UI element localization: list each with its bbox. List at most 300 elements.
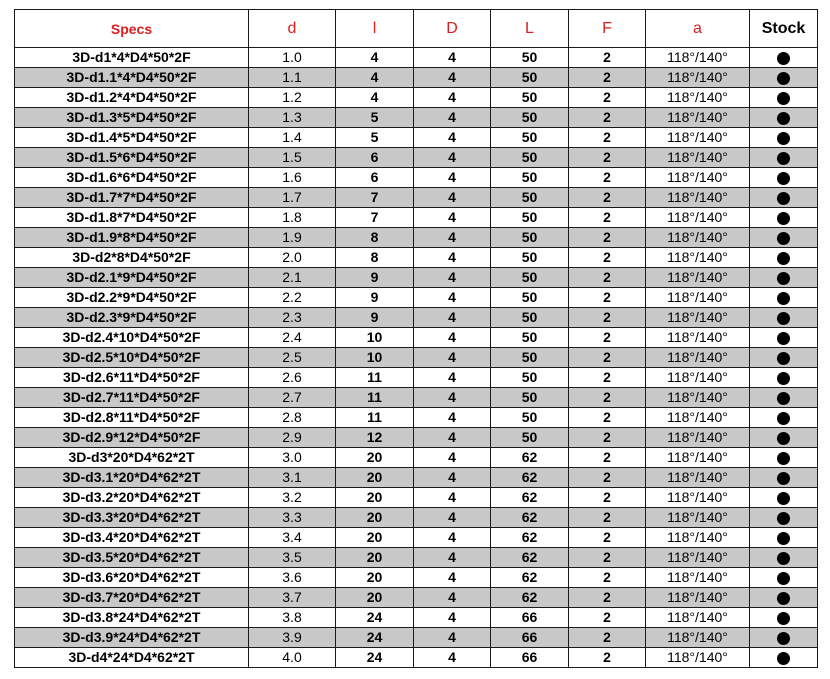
cell-l: 9 <box>336 268 414 288</box>
cell-f: 2 <box>569 528 646 548</box>
cell-l: 4 <box>336 68 414 88</box>
cell-d-shank: 4 <box>414 48 491 68</box>
cell-l-overall: 62 <box>491 548 569 568</box>
cell-d-shank: 4 <box>414 168 491 188</box>
cell-l: 20 <box>336 468 414 488</box>
cell-d-shank: 4 <box>414 508 491 528</box>
cell-l: 10 <box>336 328 414 348</box>
header-l: l <box>336 10 414 48</box>
cell-d: 1.6 <box>249 168 336 188</box>
cell-l: 24 <box>336 608 414 628</box>
table-row <box>15 488 818 508</box>
cell-a: 118°/140° <box>646 228 750 248</box>
in-stock-dot-icon <box>777 212 790 225</box>
cell-f: 2 <box>569 548 646 568</box>
cell-a: 118°/140° <box>646 188 750 208</box>
cell-d: 3.3 <box>249 508 336 528</box>
cell-l-overall: 62 <box>491 508 569 528</box>
cell-stock <box>750 68 818 88</box>
cell-f: 2 <box>569 108 646 128</box>
cell-stock <box>750 128 818 148</box>
cell-stock <box>750 88 818 108</box>
table-row <box>15 388 818 408</box>
table-row <box>15 588 818 608</box>
cell-l: 20 <box>336 568 414 588</box>
cell-l-overall: 62 <box>491 468 569 488</box>
in-stock-dot-icon <box>777 372 790 385</box>
table-row <box>15 568 818 588</box>
cell-d: 3.6 <box>249 568 336 588</box>
cell-f: 2 <box>569 588 646 608</box>
cell-l: 6 <box>336 168 414 188</box>
cell-stock <box>750 468 818 488</box>
cell-f: 2 <box>569 248 646 268</box>
in-stock-dot-icon <box>777 292 790 305</box>
cell-stock <box>750 548 818 568</box>
table-row <box>15 88 818 108</box>
cell-l: 20 <box>336 528 414 548</box>
table-row <box>15 448 818 468</box>
cell-d-shank: 4 <box>414 408 491 428</box>
cell-f: 2 <box>569 148 646 168</box>
cell-a: 118°/140° <box>646 348 750 368</box>
cell-l-overall: 66 <box>491 628 569 648</box>
cell-d: 3.8 <box>249 608 336 628</box>
cell-l-overall: 50 <box>491 128 569 148</box>
cell-d: 3.0 <box>249 448 336 468</box>
cell-f: 2 <box>569 608 646 628</box>
in-stock-dot-icon <box>777 192 790 205</box>
table-row <box>15 188 818 208</box>
cell-specs: 3D-d3.2*20*D4*62*2T <box>15 488 249 508</box>
cell-f: 2 <box>569 508 646 528</box>
cell-l-overall: 50 <box>491 48 569 68</box>
in-stock-dot-icon <box>777 452 790 465</box>
cell-d: 4.0 <box>249 648 336 668</box>
cell-a: 118°/140° <box>646 248 750 268</box>
cell-d: 2.4 <box>249 328 336 348</box>
cell-a: 118°/140° <box>646 68 750 88</box>
cell-a: 118°/140° <box>646 48 750 68</box>
cell-l: 9 <box>336 308 414 328</box>
cell-a: 118°/140° <box>646 428 750 448</box>
cell-d: 3.9 <box>249 628 336 648</box>
table-row <box>15 528 818 548</box>
cell-specs: 3D-d1.8*7*D4*50*2F <box>15 208 249 228</box>
header-D: D <box>414 10 491 48</box>
cell-l-overall: 62 <box>491 568 569 588</box>
cell-f: 2 <box>569 348 646 368</box>
cell-f: 2 <box>569 68 646 88</box>
cell-d-shank: 4 <box>414 148 491 168</box>
header-L: L <box>491 10 569 48</box>
table-row <box>15 168 818 188</box>
table-row <box>15 348 818 368</box>
cell-l: 20 <box>336 508 414 528</box>
cell-f: 2 <box>569 288 646 308</box>
table-row <box>15 608 818 628</box>
cell-f: 2 <box>569 628 646 648</box>
cell-l: 4 <box>336 88 414 108</box>
cell-a: 118°/140° <box>646 608 750 628</box>
cell-a: 118°/140° <box>646 448 750 468</box>
in-stock-dot-icon <box>777 612 790 625</box>
in-stock-dot-icon <box>777 512 790 525</box>
cell-d-shank: 4 <box>414 468 491 488</box>
in-stock-dot-icon <box>777 312 790 325</box>
cell-specs: 3D-d2.7*11*D4*50*2F <box>15 388 249 408</box>
cell-a: 118°/140° <box>646 308 750 328</box>
cell-a: 118°/140° <box>646 628 750 648</box>
cell-specs: 3D-d3.6*20*D4*62*2T <box>15 568 249 588</box>
cell-a: 118°/140° <box>646 328 750 348</box>
cell-f: 2 <box>569 368 646 388</box>
cell-stock <box>750 528 818 548</box>
cell-d: 2.6 <box>249 368 336 388</box>
cell-l-overall: 50 <box>491 248 569 268</box>
cell-d-shank: 4 <box>414 128 491 148</box>
cell-d: 1.5 <box>249 148 336 168</box>
cell-d: 2.8 <box>249 408 336 428</box>
cell-a: 118°/140° <box>646 128 750 148</box>
cell-stock <box>750 588 818 608</box>
table-body <box>15 48 818 668</box>
cell-specs: 3D-d2.4*10*D4*50*2F <box>15 328 249 348</box>
cell-d: 2.5 <box>249 348 336 368</box>
cell-l-overall: 62 <box>491 588 569 608</box>
cell-d-shank: 4 <box>414 108 491 128</box>
cell-specs: 3D-d1.2*4*D4*50*2F <box>15 88 249 108</box>
cell-f: 2 <box>569 568 646 588</box>
cell-d: 2.3 <box>249 308 336 328</box>
cell-a: 118°/140° <box>646 108 750 128</box>
in-stock-dot-icon <box>777 552 790 565</box>
cell-l-overall: 50 <box>491 428 569 448</box>
cell-l-overall: 50 <box>491 288 569 308</box>
cell-l: 20 <box>336 548 414 568</box>
cell-specs: 3D-d3.9*24*D4*62*2T <box>15 628 249 648</box>
cell-l-overall: 50 <box>491 368 569 388</box>
cell-l: 20 <box>336 448 414 468</box>
cell-l: 6 <box>336 148 414 168</box>
cell-stock <box>750 108 818 128</box>
cell-d-shank: 4 <box>414 588 491 608</box>
cell-f: 2 <box>569 388 646 408</box>
header-a: a <box>646 10 750 48</box>
cell-l: 20 <box>336 588 414 608</box>
cell-specs: 3D-d1*4*D4*50*2F <box>15 48 249 68</box>
cell-f: 2 <box>569 48 646 68</box>
cell-l: 9 <box>336 288 414 308</box>
cell-stock <box>750 48 818 68</box>
cell-stock <box>750 448 818 468</box>
cell-l-overall: 66 <box>491 648 569 668</box>
table-row <box>15 248 818 268</box>
in-stock-dot-icon <box>777 252 790 265</box>
cell-a: 118°/140° <box>646 208 750 228</box>
in-stock-dot-icon <box>777 632 790 645</box>
header-row <box>15 10 818 48</box>
cell-specs: 3D-d3.4*20*D4*62*2T <box>15 528 249 548</box>
cell-a: 118°/140° <box>646 168 750 188</box>
cell-f: 2 <box>569 428 646 448</box>
in-stock-dot-icon <box>777 332 790 345</box>
cell-a: 118°/140° <box>646 368 750 388</box>
cell-specs: 3D-d1.6*6*D4*50*2F <box>15 168 249 188</box>
in-stock-dot-icon <box>777 352 790 365</box>
cell-d-shank: 4 <box>414 68 491 88</box>
cell-a: 118°/140° <box>646 488 750 508</box>
in-stock-dot-icon <box>777 152 790 165</box>
in-stock-dot-icon <box>777 432 790 445</box>
cell-d-shank: 4 <box>414 388 491 408</box>
cell-a: 118°/140° <box>646 548 750 568</box>
cell-l: 20 <box>336 488 414 508</box>
in-stock-dot-icon <box>777 72 790 85</box>
cell-l: 11 <box>336 408 414 428</box>
in-stock-dot-icon <box>777 412 790 425</box>
cell-specs: 3D-d1.4*5*D4*50*2F <box>15 128 249 148</box>
cell-d-shank: 4 <box>414 88 491 108</box>
specs-table <box>14 9 818 668</box>
cell-l: 4 <box>336 48 414 68</box>
header-stock: Stock <box>750 10 818 48</box>
cell-d: 1.1 <box>249 68 336 88</box>
cell-specs: 3D-d1.7*7*D4*50*2F <box>15 188 249 208</box>
cell-l-overall: 50 <box>491 148 569 168</box>
cell-d: 1.2 <box>249 88 336 108</box>
cell-stock <box>750 628 818 648</box>
cell-stock <box>750 568 818 588</box>
cell-specs: 3D-d1.3*5*D4*50*2F <box>15 108 249 128</box>
in-stock-dot-icon <box>777 232 790 245</box>
table-row <box>15 308 818 328</box>
cell-stock <box>750 408 818 428</box>
cell-d: 1.4 <box>249 128 336 148</box>
cell-d-shank: 4 <box>414 568 491 588</box>
cell-l-overall: 66 <box>491 608 569 628</box>
cell-l-overall: 50 <box>491 188 569 208</box>
cell-a: 118°/140° <box>646 588 750 608</box>
table-row <box>15 508 818 528</box>
cell-f: 2 <box>569 88 646 108</box>
cell-l: 8 <box>336 248 414 268</box>
cell-d-shank: 4 <box>414 268 491 288</box>
in-stock-dot-icon <box>777 392 790 405</box>
cell-l-overall: 50 <box>491 88 569 108</box>
cell-d: 1.3 <box>249 108 336 128</box>
cell-specs: 3D-d1.9*8*D4*50*2F <box>15 228 249 248</box>
table-row <box>15 428 818 448</box>
cell-specs: 3D-d1.1*4*D4*50*2F <box>15 68 249 88</box>
cell-specs: 3D-d2.3*9*D4*50*2F <box>15 308 249 328</box>
cell-l-overall: 50 <box>491 348 569 368</box>
cell-d: 1.8 <box>249 208 336 228</box>
cell-f: 2 <box>569 328 646 348</box>
header-specs: Specs <box>15 10 249 48</box>
cell-l-overall: 50 <box>491 208 569 228</box>
in-stock-dot-icon <box>777 52 790 65</box>
cell-f: 2 <box>569 448 646 468</box>
cell-l: 24 <box>336 628 414 648</box>
cell-specs: 3D-d3.7*20*D4*62*2T <box>15 588 249 608</box>
in-stock-dot-icon <box>777 272 790 285</box>
cell-a: 118°/140° <box>646 288 750 308</box>
cell-f: 2 <box>569 268 646 288</box>
cell-d-shank: 4 <box>414 548 491 568</box>
cell-d-shank: 4 <box>414 488 491 508</box>
cell-specs: 3D-d3.5*20*D4*62*2T <box>15 548 249 568</box>
table-row <box>15 408 818 428</box>
cell-stock <box>750 368 818 388</box>
table-row <box>15 128 818 148</box>
cell-a: 118°/140° <box>646 148 750 168</box>
table-row <box>15 468 818 488</box>
in-stock-dot-icon <box>777 572 790 585</box>
cell-f: 2 <box>569 488 646 508</box>
cell-specs: 3D-d3.1*20*D4*62*2T <box>15 468 249 488</box>
cell-specs: 3D-d2.2*9*D4*50*2F <box>15 288 249 308</box>
cell-stock <box>750 608 818 628</box>
cell-stock <box>750 188 818 208</box>
cell-stock <box>750 388 818 408</box>
cell-d: 3.4 <box>249 528 336 548</box>
cell-d: 1.7 <box>249 188 336 208</box>
cell-stock <box>750 168 818 188</box>
table-row <box>15 68 818 88</box>
cell-f: 2 <box>569 468 646 488</box>
cell-l: 8 <box>336 228 414 248</box>
cell-l: 11 <box>336 388 414 408</box>
cell-stock <box>750 308 818 328</box>
cell-d-shank: 4 <box>414 648 491 668</box>
cell-d: 3.7 <box>249 588 336 608</box>
in-stock-dot-icon <box>777 112 790 125</box>
cell-l: 7 <box>336 208 414 228</box>
cell-d-shank: 4 <box>414 208 491 228</box>
cell-d-shank: 4 <box>414 448 491 468</box>
cell-d-shank: 4 <box>414 328 491 348</box>
cell-stock <box>750 488 818 508</box>
cell-l-overall: 50 <box>491 408 569 428</box>
cell-specs: 3D-d2.9*12*D4*50*2F <box>15 428 249 448</box>
table-row <box>15 628 818 648</box>
cell-specs: 3D-d1.5*6*D4*50*2F <box>15 148 249 168</box>
cell-a: 118°/140° <box>646 508 750 528</box>
cell-d-shank: 4 <box>414 308 491 328</box>
cell-f: 2 <box>569 648 646 668</box>
specs-table-container <box>14 9 818 668</box>
cell-l-overall: 50 <box>491 168 569 188</box>
cell-l-overall: 50 <box>491 108 569 128</box>
table-row <box>15 148 818 168</box>
cell-specs: 3D-d3.3*20*D4*62*2T <box>15 508 249 528</box>
table-row <box>15 648 818 668</box>
header-d: d <box>249 10 336 48</box>
cell-d: 1.9 <box>249 228 336 248</box>
cell-a: 118°/140° <box>646 468 750 488</box>
header-F: F <box>569 10 646 48</box>
cell-a: 118°/140° <box>646 268 750 288</box>
in-stock-dot-icon <box>777 592 790 605</box>
cell-stock <box>750 348 818 368</box>
cell-d: 2.0 <box>249 248 336 268</box>
in-stock-dot-icon <box>777 92 790 105</box>
cell-d-shank: 4 <box>414 228 491 248</box>
cell-l-overall: 50 <box>491 268 569 288</box>
cell-a: 118°/140° <box>646 88 750 108</box>
in-stock-dot-icon <box>777 132 790 145</box>
cell-specs: 3D-d2.6*11*D4*50*2F <box>15 368 249 388</box>
cell-specs: 3D-d3*20*D4*62*2T <box>15 448 249 468</box>
cell-stock <box>750 228 818 248</box>
table-row <box>15 48 818 68</box>
cell-l-overall: 50 <box>491 308 569 328</box>
cell-stock <box>750 428 818 448</box>
cell-d-shank: 4 <box>414 608 491 628</box>
cell-d-shank: 4 <box>414 248 491 268</box>
cell-d: 1.0 <box>249 48 336 68</box>
cell-a: 118°/140° <box>646 528 750 548</box>
cell-specs: 3D-d2.1*9*D4*50*2F <box>15 268 249 288</box>
cell-d: 3.5 <box>249 548 336 568</box>
cell-a: 118°/140° <box>646 648 750 668</box>
cell-l: 5 <box>336 108 414 128</box>
cell-l-overall: 62 <box>491 448 569 468</box>
cell-stock <box>750 148 818 168</box>
cell-l: 12 <box>336 428 414 448</box>
cell-f: 2 <box>569 228 646 248</box>
cell-d: 3.2 <box>249 488 336 508</box>
in-stock-dot-icon <box>777 652 790 665</box>
table-row <box>15 368 818 388</box>
cell-l-overall: 62 <box>491 488 569 508</box>
cell-stock <box>750 508 818 528</box>
cell-d: 2.2 <box>249 288 336 308</box>
cell-d: 2.9 <box>249 428 336 448</box>
cell-specs: 3D-d2.5*10*D4*50*2F <box>15 348 249 368</box>
cell-l: 24 <box>336 648 414 668</box>
in-stock-dot-icon <box>777 172 790 185</box>
table-row <box>15 268 818 288</box>
cell-l: 5 <box>336 128 414 148</box>
cell-d-shank: 4 <box>414 428 491 448</box>
cell-d-shank: 4 <box>414 368 491 388</box>
cell-d-shank: 4 <box>414 348 491 368</box>
cell-f: 2 <box>569 408 646 428</box>
cell-stock <box>750 268 818 288</box>
cell-d: 2.1 <box>249 268 336 288</box>
cell-f: 2 <box>569 308 646 328</box>
cell-d: 2.7 <box>249 388 336 408</box>
cell-stock <box>750 208 818 228</box>
cell-l-overall: 50 <box>491 68 569 88</box>
cell-specs: 3D-d2*8*D4*50*2F <box>15 248 249 268</box>
cell-a: 118°/140° <box>646 388 750 408</box>
cell-l: 10 <box>336 348 414 368</box>
in-stock-dot-icon <box>777 472 790 485</box>
cell-l-overall: 62 <box>491 528 569 548</box>
cell-f: 2 <box>569 188 646 208</box>
table-row <box>15 108 818 128</box>
cell-d: 3.1 <box>249 468 336 488</box>
cell-l-overall: 50 <box>491 388 569 408</box>
cell-d-shank: 4 <box>414 628 491 648</box>
in-stock-dot-icon <box>777 492 790 505</box>
cell-f: 2 <box>569 128 646 148</box>
table-row <box>15 548 818 568</box>
cell-d-shank: 4 <box>414 188 491 208</box>
